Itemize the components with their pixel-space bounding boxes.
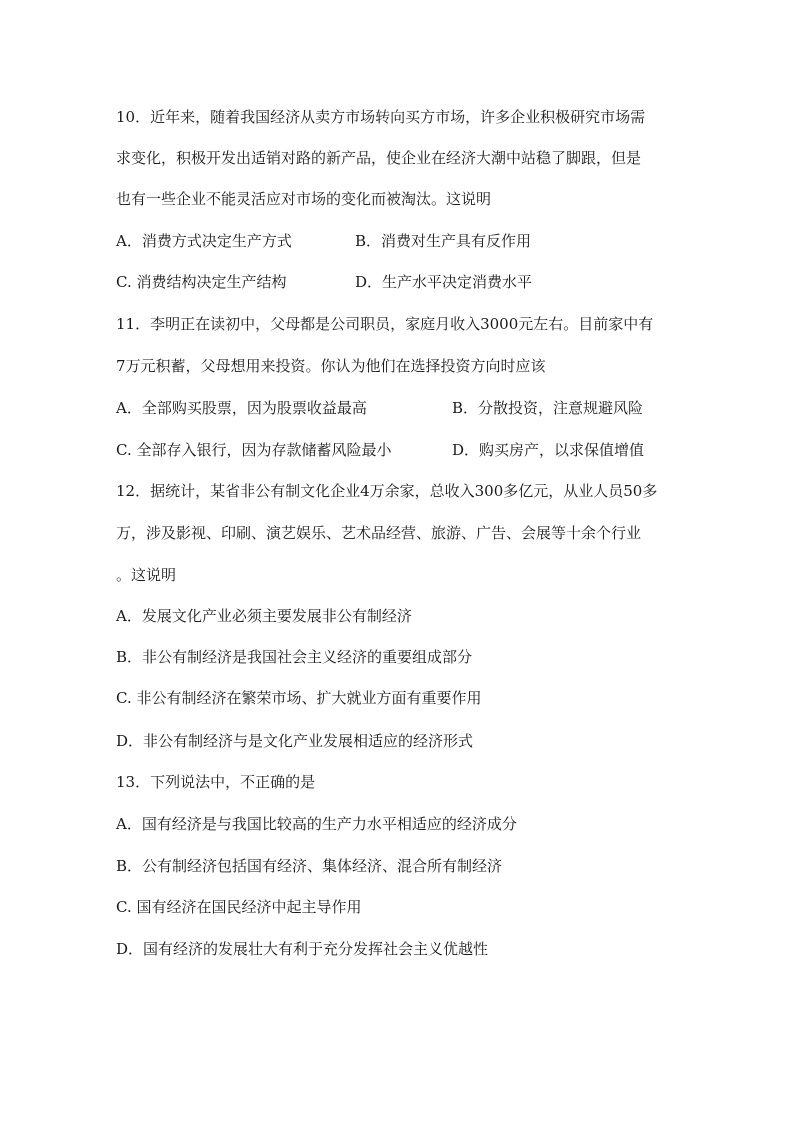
q13-option-a: A．国有经济是与我国比较高的生产力水平相适应的经济成分 [116,815,517,833]
q12-option-b: B．非公有制经济是我国社会主义经济的重要组成部分 [116,648,473,666]
q12-option-a: A．发展文化产业必须主要发展非公有制经济 [116,607,412,625]
q10-stem-line-3: 也有一些企业不能灵活应对市场的变化而被淘汰。这说明 [116,190,492,208]
q12-stem-line-3: 。这说明 [116,566,177,584]
q10-option-d: D．生产水平决定消费水平 [355,273,533,291]
q11-stem-line-2: 7万元积蓄，父母想用来投资。你认为他们在选择投资方向时应该 [116,357,546,375]
q12-option-d: D．非公有制经济与是文化产业发展相适应的经济形式 [116,732,474,750]
q11-option-c: C. 全部存入银行，因为存款储蓄风险最小 [116,441,392,459]
q12-stem-line-1: 12．据统计，某省非公有制文化企业4万余家，总收入300多亿元，从业人员50多 [116,482,658,500]
q11-stem-line-1: 11．李明正在读初中，父母都是公司职员，家庭月收入3000元左右。目前家中有 [116,315,654,333]
q10-option-b: B．消费对生产具有反作用 [355,232,532,250]
q13-stem-line-1: 13．下列说法中，不正确的是 [116,773,316,791]
q11-option-d: D．购买房产，以求保值增值 [452,441,645,459]
q11-option-a: A．全部购买股票，因为股票收益最高 [116,399,367,417]
q11-option-b: B．分散投资，注意规避风险 [452,399,644,417]
q10-stem-line-2: 求变化，积极开发出适销对路的新产品，使企业在经济大潮中站稳了脚跟，但是 [116,149,642,167]
q13-option-c: C. 国有经济在国民经济中起主导作用 [116,898,362,916]
q10-stem-line-1: 10．近年来，随着我国经济从卖方市场转向买方市场，许多企业积极研究市场需 [116,108,646,126]
q10-option-c: C. 消费结构决定生产结构 [116,273,287,291]
q12-option-c: C. 非公有制经济在繁荣市场、扩大就业方面有重要作用 [116,689,482,707]
q10-option-a: A．消费方式决定生产方式 [116,232,292,250]
q13-option-b: B．公有制经济包括国有经济、集体经济、混合所有制经济 [116,857,503,875]
q12-stem-line-2: 万，涉及影视、印刷、演艺娱乐、艺术品经营、旅游、广告、会展等十余个行业 [116,524,642,542]
q13-option-d: D．国有经济的发展壮大有利于充分发挥社会主义优越性 [116,940,489,958]
